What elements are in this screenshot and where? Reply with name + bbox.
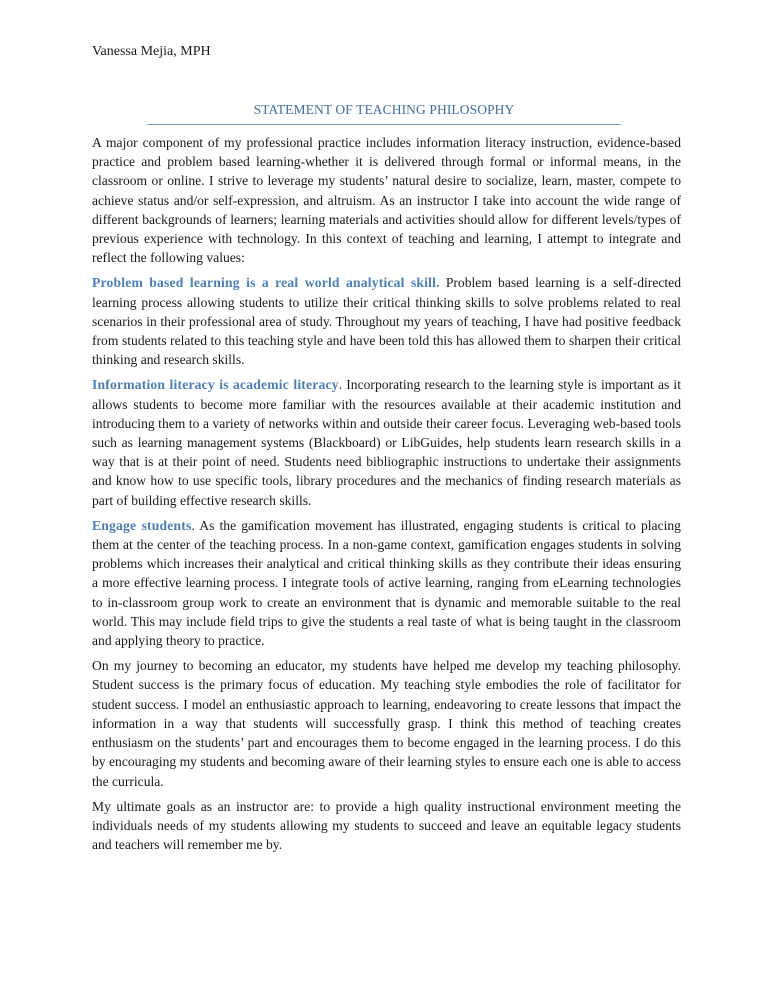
value-heading: Problem based learning is a real world analytical skill. <box>92 275 440 291</box>
value-paragraph-engage-students <box>92 516 681 650</box>
value-text: Problem based learning is a self-directed learning process allowing students to utilize their critical thinking skills to solve problems related to real scenarios in their professional area of study. Throughout my years of teaching, I have had positive feedback from students related to this teaching style and have been told this has allowed them to sharpen their critical thinking and research skills. <box>92 275 681 368</box>
value-heading: Engage students <box>92 517 192 533</box>
value-text: . Incorporating research to the learning style is important as it allows students to become more familiar with the resources available at their academic institution and introducing them to a variety of networks within and outside their career focus. Leveraging web-based tools such as learning management systems (Blackboard) or LibGuides, help students learn research skills in a way that is at their point of need. Students need bibliographic instructions to undertake their assignments and know how to use specific tools, library procedures and the mechanics of finding research materials as part of building effective research skills. <box>92 377 681 508</box>
title-underline <box>147 124 621 125</box>
document-body <box>92 133 681 860</box>
document-title: STATEMENT OF TEACHING PHILOSOPHY <box>253 102 515 117</box>
value-heading: Information literacy is academic literacy <box>92 377 339 393</box>
value-paragraph-information-literacy <box>92 375 681 509</box>
author-header: Vanessa Mejia, MPH <box>92 44 211 59</box>
journey-paragraph: On my journey to becoming an educator, my students have helped me develop my teaching philosophy. Student success is the primary focus of education. My teaching style embodies the role of facilitator for student success. I model an enthusiastic approach to learning, endeavoring to create lessons that impact the information in a way that students will successfully grasp. I think this method of teaching creates enthusiasm on the students’ part and encourages them to become engaged in the learning process. I do this by encouraging my students and becoming aware of their learning styles to ensure each one is able to access the curricula. <box>92 658 681 789</box>
value-paragraph-problem-based-learning <box>92 273 681 369</box>
value-text: . As the gamification movement has illustrated, engaging students is critical to placing them at the center of the teaching process. In a non-game context, gamification engages students in solving problems which increases their analytical and critical thinking skills as they contribute their ideas ensuring a more effective learning process. I integrate tools of active learning, ranging from eLearning technologies to in-classroom group work to create an environment that is dynamic and memorable suitable to the real world. This may include field trips to give the students a real taste of what is being taught in the classroom and applying theory to practice. <box>92 517 681 649</box>
goals-paragraph: My ultimate goals as an instructor are: to provide a high quality instructional environment meeting the individuals needs of my students allowing my students to succeed and leave an equitable legacy students and teachers will remember me by. <box>92 798 681 853</box>
intro-paragraph: A major component of my professional practice includes information literacy instruction, evidence-based practice and problem based learning-whether it is delivered through formal or informal means, in the classroom or online. I strive to leverage my students’ natural desire to socialize, learn, master, compete to achieve status and/or self-expression, and altruism. As an instructor I take into account the wide range of different backgrounds of learners; learning materials and activities should allow for different levels/types of previous experience with technology. In this context of teaching and learning, I attempt to integrate and reflect the following values: <box>92 135 681 266</box>
